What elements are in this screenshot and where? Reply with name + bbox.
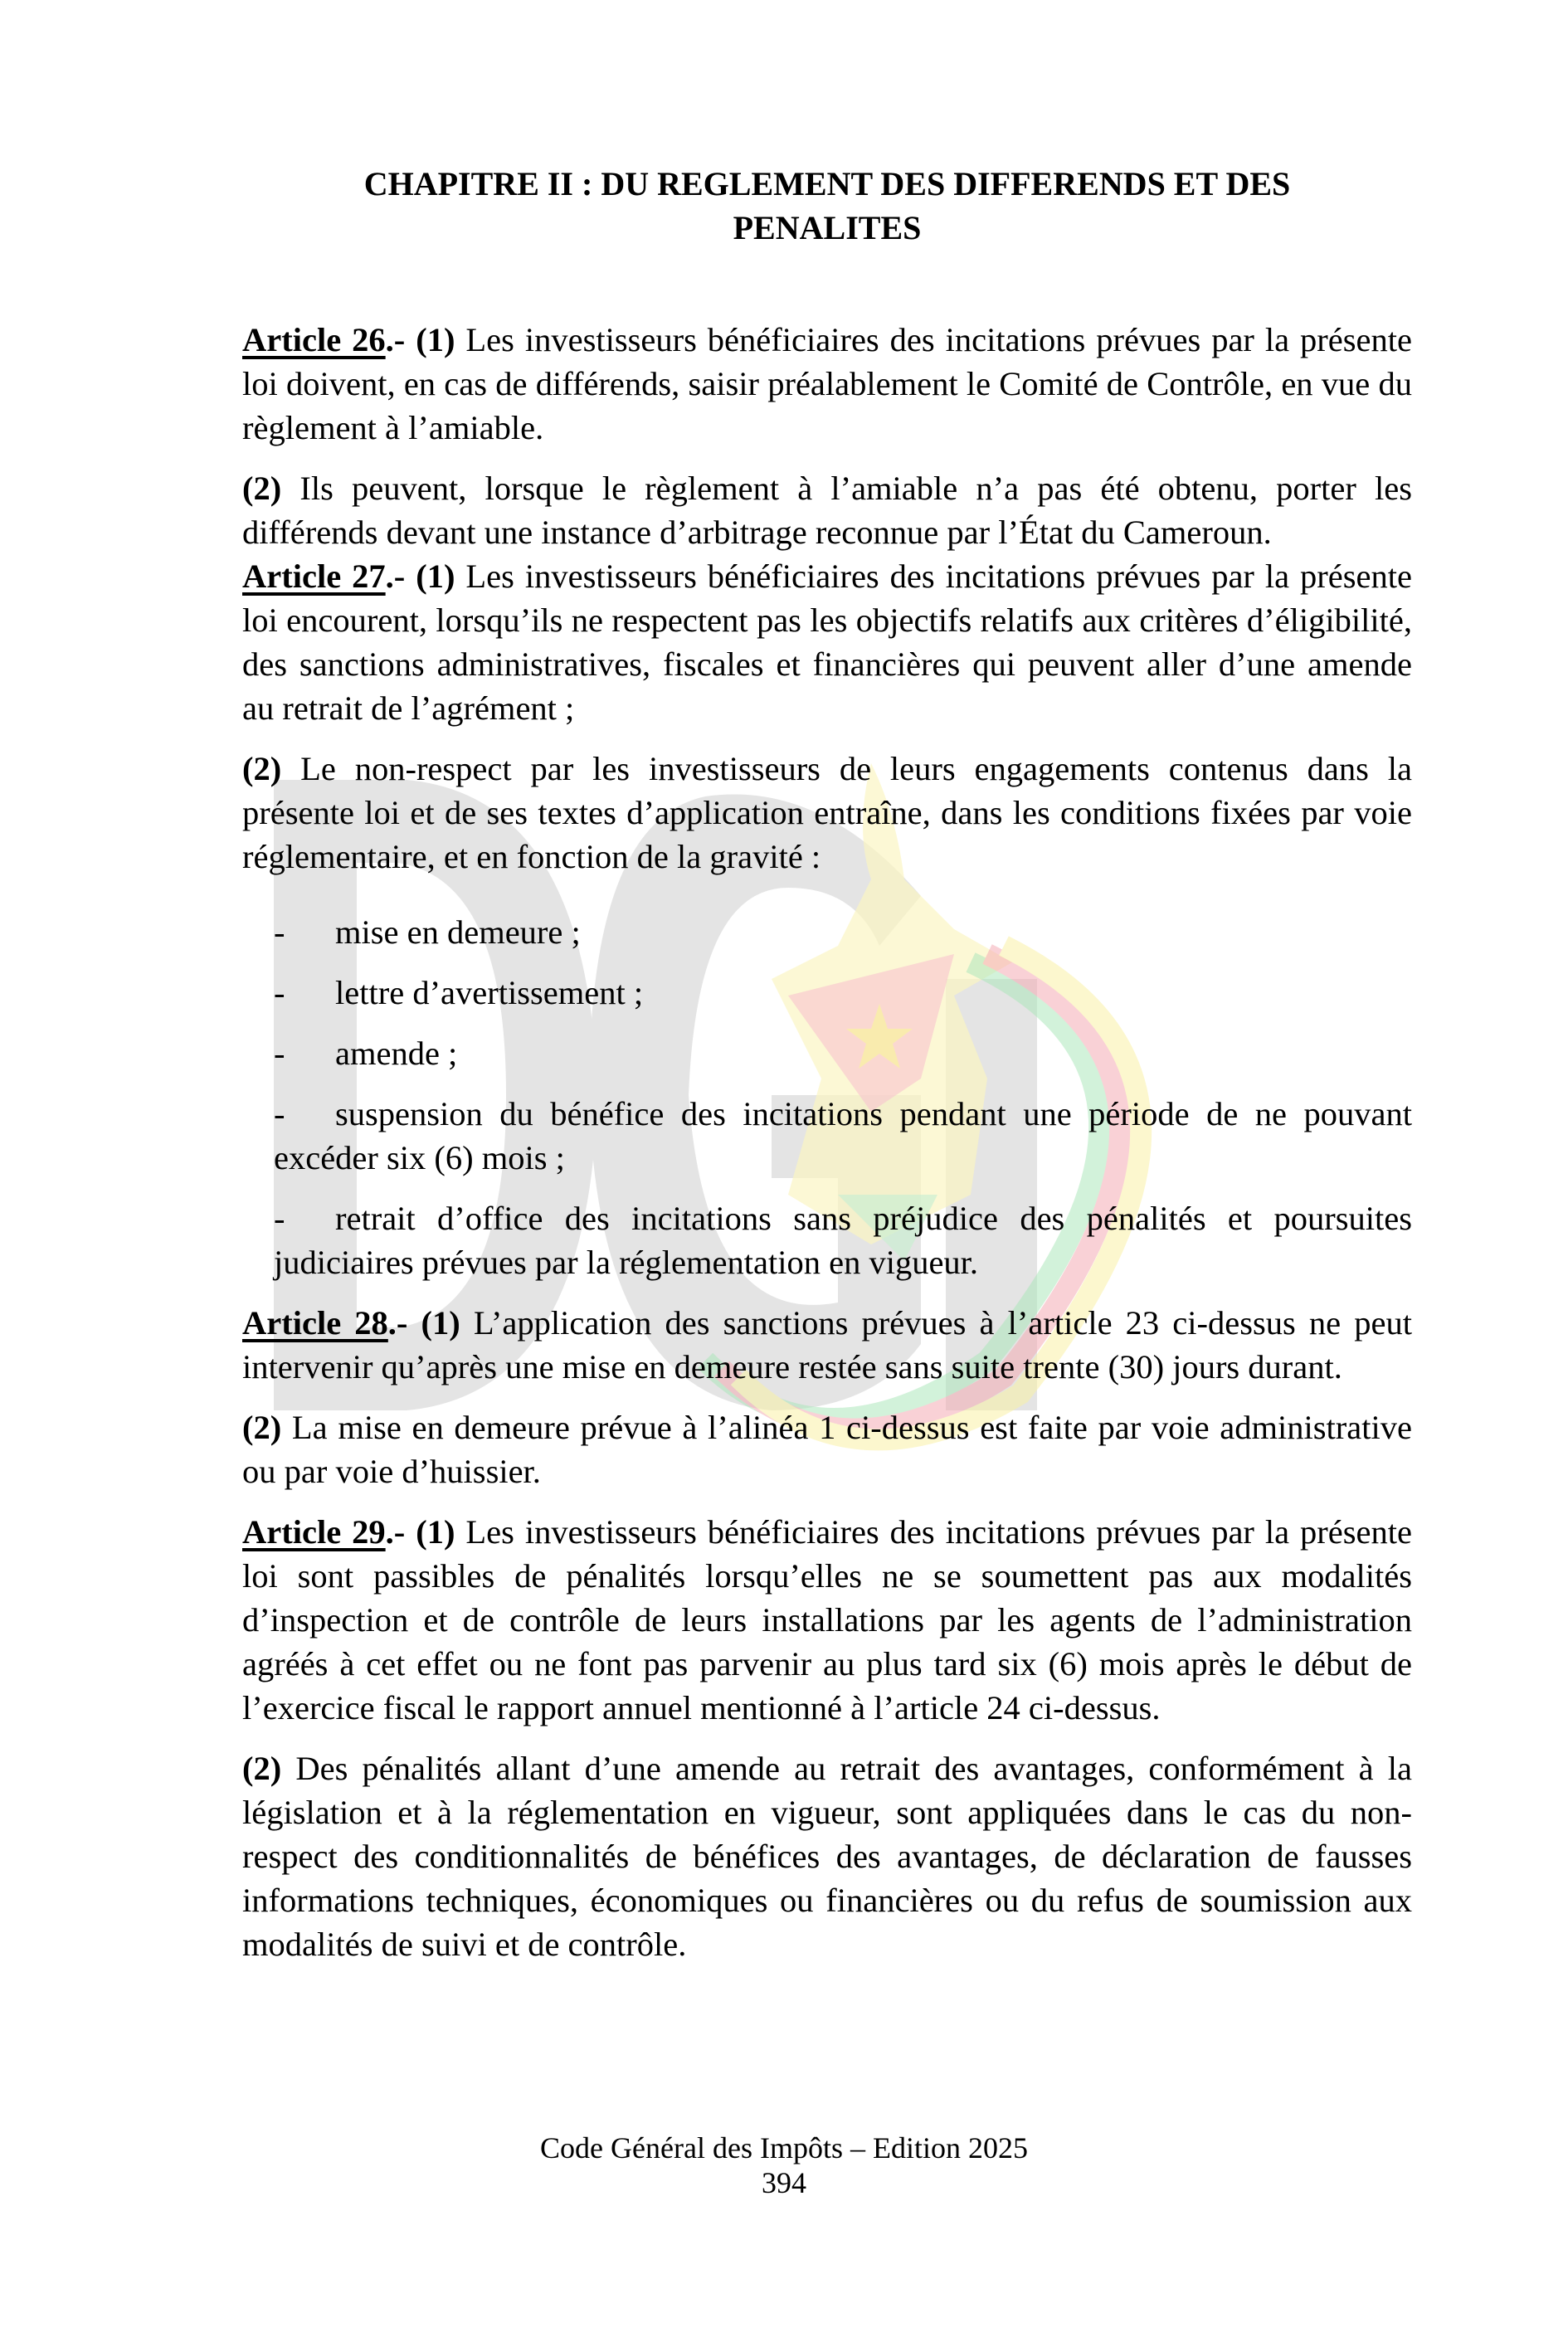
article-28-para-2-num: (2) bbox=[242, 1409, 282, 1446]
list-item-text: lettre d’avertissement ; bbox=[335, 974, 644, 1011]
list-item bbox=[242, 1092, 1412, 1180]
chapter-title bbox=[242, 162, 1412, 250]
list-item-text: mise en demeure ; bbox=[335, 913, 581, 951]
article-29-para-1 bbox=[242, 1510, 1412, 1730]
article-28-para-1 bbox=[242, 1301, 1412, 1389]
article-27-label: Article 27 bbox=[242, 558, 386, 595]
list-item bbox=[242, 910, 1412, 954]
article-26-para-1 bbox=[242, 318, 1412, 450]
list-item bbox=[242, 1196, 1412, 1284]
article-27-para-2-text: Le non-respect par les investisseurs de leurs engagements contenus dans la présente loi et de ses textes d’application entraîne, dans les conditions fixées par voie réglementaire, et en fonction de la gravité : bbox=[242, 750, 1412, 875]
dash-marker: - bbox=[274, 974, 285, 1011]
article-28-label: Article 28 bbox=[242, 1304, 388, 1342]
chapter-title-line1: CHAPITRE II : DU REGLEMENT DES DIFFERENDS ET DES bbox=[363, 165, 1291, 202]
article-29-para-2-text: Des pénalités allant d’une amende au retrait des avantages, conformément à la législation et à la réglementation en vigueur, sont appliquées dans le cas du non-respect des conditionnalités de bénéfices des avantages, de déclaration de fausses informations techniques, économiques ou financières ou du refus de soumission aux modalités de suivi et de contrôle. bbox=[242, 1750, 1412, 1963]
page-number: 394 bbox=[762, 2166, 806, 2199]
article-26-label: Article 26 bbox=[242, 321, 386, 358]
chapter-title-line2: PENALITES bbox=[733, 209, 922, 246]
article-28-para-2-text: La mise en demeure prévue à l’alinéa 1 ci-dessus est faite par voie administrative ou par voie d’huissier. bbox=[242, 1409, 1412, 1490]
article-28-para-1-text: L’application des sanctions prévues à l’article 23 ci-dessus ne peut intervenir qu’après une mise en demeure restée sans suite trente (30) jours durant. bbox=[242, 1304, 1412, 1385]
dash-marker: - bbox=[274, 913, 285, 951]
article-27-para-1 bbox=[242, 554, 1412, 730]
list-item bbox=[242, 1031, 1412, 1075]
list-item-text: suspension du bénéfice des incitations pendant une période de ne pouvant excéder six (6) mois ; bbox=[274, 1095, 1412, 1176]
list-item-text: amende ; bbox=[335, 1035, 458, 1072]
dash-marker: - bbox=[274, 1200, 285, 1237]
article-27-para-2 bbox=[242, 747, 1412, 879]
article-29-para-2-num: (2) bbox=[242, 1750, 282, 1787]
page-footer bbox=[0, 2130, 1568, 2200]
article-29-para-2 bbox=[242, 1746, 1412, 1966]
dash-marker: - bbox=[274, 1035, 285, 1072]
list-item bbox=[242, 971, 1412, 1015]
article-26-para-2-text: Ils peuvent, lorsque le règlement à l’amiable n’a pas été obtenu, porter les différends devant une instance d’arbitrage reconnue par l’État du Cameroun. bbox=[242, 470, 1412, 551]
article-27-para-2-num: (2) bbox=[242, 750, 282, 787]
article-26-suffix: .- bbox=[385, 321, 416, 358]
article-27-para-1-text: Les investisseurs bénéficiaires des incitations prévues par la présente loi encourent, lorsqu’ils ne respectent pas les objectifs relatifs aux critères d’éligibilité, des sanctions administratives, fiscales et financières qui peuvent aller d’une amende au retrait de l’agrément ; bbox=[242, 558, 1412, 727]
article-26-para-1-num: (1) bbox=[416, 321, 455, 358]
article-28-para-2 bbox=[242, 1405, 1412, 1493]
footer-title: Code Général des Impôts – Edition 2025 bbox=[540, 2131, 1028, 2165]
article-29-label: Article 29 bbox=[242, 1513, 386, 1551]
article-26-para-2-num: (2) bbox=[242, 470, 282, 507]
article-27-para-1-num: (1) bbox=[416, 558, 455, 595]
article-29-para-1-text: Les investisseurs bénéficiaires des incitations prévues par la présente loi sont passibles de pénalités lorsqu’elles ne se soumettent pas aux modalités d’inspection et de contrôle de leurs installations par les agents de l’administration agréés à cet effet ou ne font pas parvenir au plus tard six (6) mois après le début de l’exercice fiscal le rapport annuel mentionné à l’article 24 ci-dessus. bbox=[242, 1513, 1412, 1726]
sanctions-list bbox=[242, 910, 1412, 1284]
dash-marker: - bbox=[274, 1095, 285, 1132]
article-28-para-1-num: (1) bbox=[421, 1304, 460, 1342]
article-26-para-1-text: Les investisseurs bénéficiaires des incitations prévues par la présente loi doivent, en cas de différends, saisir préalablement le Comité de Contrôle, en vue du règlement à l’amiable. bbox=[242, 321, 1412, 446]
document-page bbox=[242, 162, 1412, 1966]
list-item-text: retrait d’office des incitations sans préjudice des pénalités et poursuites judiciaires prévues par la réglementation en vigueur. bbox=[274, 1200, 1412, 1281]
article-27-suffix: .- bbox=[385, 558, 416, 595]
article-28-suffix: .- bbox=[387, 1304, 421, 1342]
article-26-para-2 bbox=[242, 466, 1412, 554]
article-29-suffix: .- bbox=[385, 1513, 416, 1551]
article-29-para-1-num: (1) bbox=[416, 1513, 455, 1551]
